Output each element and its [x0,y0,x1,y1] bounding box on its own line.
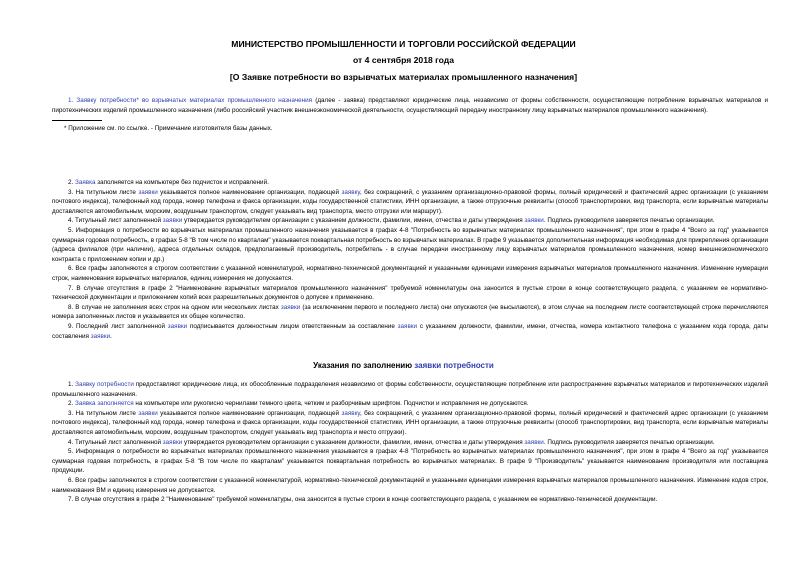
paragraph-1 [52,96,768,115]
text: утверждается руководителем организации с указанием должности, фамилии, имени, отчества и даты утверждения [182,217,525,225]
paragraph-2 [52,178,768,188]
link-zayavki-potrebnosti[interactable]: заявки потребности [414,361,494,370]
section-1-intro [52,96,768,134]
link-zayavki[interactable]: заявки [138,409,158,417]
link-zayavki[interactable]: заявки [524,217,544,225]
text: 9. Последний лист заполненной [68,322,168,330]
text: 3. На титульном листе [68,188,139,196]
text: , без сокращений, с указанием организационно-правовой формы, полный юридический и фактический адрес организации (с указанием почтового индекса), телефонный код города, номер телефона и факса организации, коды государственной статистики, ИНН организации, а также отгрузочные реквизиты (способ транспортировки, вид транспорта, если взрывчатые материалы доставляются автомобильным, морским, воздушным транспортом, следует указывать вид транспорта и место отгрузки). [52,409,768,436]
text: заполняется на компьютере без подчисток и исправлений. [95,179,269,186]
section-2-heading [0,361,807,370]
paragraph-1 [52,380,768,399]
text: 8. В случае не заполнения всех строк на одном или нескольких листах [68,303,281,311]
document-title: [О Заявке потребности во взрывчатых материалах промышленного назначения] [229,72,578,82]
text: . Подпись руководителя заверяется печатью организации. [543,217,715,225]
paragraph-6: 6. Все графы заполняются в строгом соответствии с указанной номенклатурой, нормативно-технической документацией и указанными единицами измерения взрывчатых материалов промышленного назначения. Изменение кодов строк, наименования ВМ и единиц измерения не допускается. [52,476,768,494]
link-zayavki[interactable]: заявки [397,322,418,330]
text: (за исключением первого и последнего листа) они опускаются (не высылаются), в этом случае на последнем листе соответствующей строке перечисляются номера заполненных листов и указывается их общее количество. [52,303,768,321]
link-zayavki[interactable]: заявки [162,438,183,446]
text: 2. [68,400,76,408]
paragraph-4 [52,438,768,448]
paragraph-4 [52,216,768,226]
link-zayavku-potrebnosti[interactable]: Заявку потребности [75,381,134,388]
text: указывается полное наименование организации, подающей [157,409,342,417]
footnote-separator [52,120,102,121]
paragraph-2 [52,399,768,409]
text: указывается полное наименование организации, подающей [157,188,342,196]
link-zayavka-zapolnyaetsya[interactable]: Заявка заполняется [75,400,134,408]
paragraph-text: (далее - заявка) представляют юридические лица, независимо от формы собственности, осуществляющие потребление взрывчатых материалов и пиротехнических изделий промышленного назначения (либо российский участник внешнеэкономической деятельности, осуществляющий передачу иностранному лицу взрывчатых материалов промышленного назначения). [52,97,768,114]
paragraph-5: 5. Информация о потребности во взрывчатых материалах промышленного назначения указывается в графах 4-8 "Потребность во взрывчатых материалах промышленного назначения", при этом в графе 4 "Всего за год" указывается суммарная годовая потребность, в графах 5-8 "В том числе по кварталам" указывается поквартальная потребность во взрывчатых материалах. В графе 9 "Производитель" указывается наименование производителя или поставщика продукции. [52,448,768,475]
link-zayavki[interactable]: заявки [162,217,183,225]
text: . Подпись руководителя заверяется печатью организации. [543,438,715,446]
link-zayavku[interactable]: заявку [341,188,360,196]
paragraph-8 [52,303,768,322]
text: утверждается руководителем организации с указанием должности, фамилии, имени, отчества и даты утверждения [182,438,525,446]
footnote: * Приложение см. по ссылке. - Примечание изготовителя базы данных. [64,125,273,133]
paragraph-3 [52,409,768,438]
text: 4. Титульный лист заполненной [68,217,163,225]
link-zayavki[interactable]: заявки [90,332,111,340]
text: предоставляют юридические лица, их обособленные подразделения независимо от формы собственности, осуществляющие потребление или распространение взрывчатых материалов и пиротехнических изделий промышленного назначения. [52,381,768,398]
link-zayavka-potrebnosti[interactable]: Заявку потребности* во взрывчатых материалах промышленного назначения [76,97,313,104]
section-2-rules [52,380,768,505]
link-zayavki[interactable]: заявки [280,303,301,311]
paragraph-number: 1. [68,97,77,104]
text: 3. На титульном листе [68,409,139,417]
text: 4. Титульный лист заполненной [68,438,163,446]
paragraph-6: 6. Все графы заполняются в строгом соответствии с указанной номенклатурой, нормативно-технической документацией и указанными единицами измерения взрывчатых материалов промышленного назначения. Изменение нумерации строк, наименования взрывчатых материалов, единиц измерения не допускается. [52,265,768,282]
text: . [110,332,112,340]
paragraph-5: 5. Информация о потребности во взрывчатых материалах промышленного назначения указывается в графах 4-8 "Потребность во взрывчатых материалах промышленного назначения", при этом в графе 4 "Всего за год" указывается суммарная годовая потребность, в графах 5-8 "В том числе по кварталам" указывается поквартальная потребность во взрывчатых материалах. В графе 9 указывается дополнительная информация необходимая для прикрепления организации (адреса филиалов (при наличии), адреса отдельных складов, предполагаемый производитель, потребитель - в случае передачи иностранному лицу взрывчатых материалов промышленного назначения, номер внешнеэкономического контракта с приложением копии и др.) [52,226,768,263]
section-1-rules [52,178,768,341]
link-zayavki[interactable]: заявки [524,438,544,446]
link-zayavka[interactable]: Заявка [75,179,96,186]
text: на компьютере или рукописно чернилами темного цвета, четким и разборчивым шрифтом. Подчистки и исправления не допускаются. [133,400,529,408]
text: 1. [68,381,76,388]
heading-text: Указания по заполнению [313,361,415,370]
text: с указанием должности, фамилии, имени, отчества, номера контактного телефона с указанием кода города, даты составления [52,322,768,340]
link-zayavki[interactable]: заявки [167,322,188,330]
text: , без сокращений, с указанием организационно-правовой формы, полный юридический и фактический адрес организации (с указанием почтового индекса), телефонный код города, номер телефона и факса организации, коды государственной статистики, ИНН организации, а также отгрузочные реквизиты (способ транспортировки, вид транспорта, если взрывчатые материалы доставляются автомобильным, морским, воздушным транспортом, следует указывать вид транспорта, место отгрузки или маршрут). [52,188,768,215]
document-date: от 4 сентября 2018 года [353,55,454,65]
paragraph-9 [52,322,768,341]
link-zayavku[interactable]: заявку [341,409,360,417]
ministry-title: МИНИСТЕРСТВО ПРОМЫШЛЕННОСТИ И ТОРГОВЛИ РОССИЙСКОЙ ФЕДЕРАЦИИ [231,39,576,49]
paragraph-3 [52,188,768,217]
paragraph-7: 7. В случае отсутствия в графе 2 "Наименование" требуемой номенклатуры, она заносится в пустые строки в конце соответствующего раздела, с указанием ее нормативно-технической документации. [68,496,658,504]
link-zayavki[interactable]: заявки [138,188,158,196]
paragraph-7: 7. В случае отсутствия в графе 2 "Наименование взрывчатых материалов промышленного назначения" требуемой номенклатуры она заносится в пустые строки в конце соответствующего раздела, с указанием ее нормативно-технической документации и приложением копий всех разрешительных документов о допуске к применению. [52,284,768,302]
text: подписывается должностным лицом ответственным за составление [187,322,398,330]
text: 2. [68,179,76,186]
